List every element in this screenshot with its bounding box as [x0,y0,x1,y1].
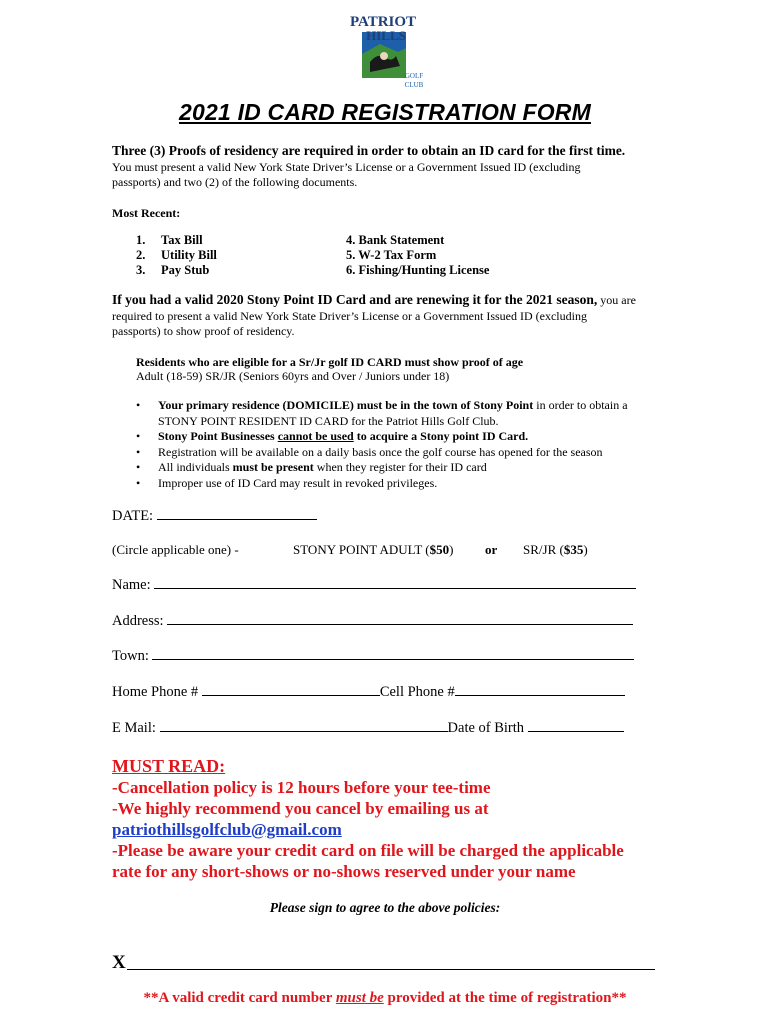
or-label: or [485,542,498,557]
home-phone-input-line[interactable] [202,694,380,696]
list-item: 3. Pay Stub [136,263,210,277]
svg-text:HILLS: HILLS [366,28,406,43]
email-link-wrap [112,819,342,840]
srjr-option[interactable]: SR/JR ($35) [523,542,588,557]
credit-card-note: **A valid credit card number must be provided at the time of registration** [143,990,627,1006]
charge-warning-line1: -Please be aware your credit card on file will be charged the applicable [112,841,624,860]
rules-list [136,398,666,491]
name-field: Name: [112,577,636,594]
address-field: Address: [112,613,633,630]
age-proof-heading: Residents who are eligible for a Sr/Jr golf ID CARD must show proof of age [136,355,524,369]
list-item: • Stony Point Businesses cannot be used to acquire a Stony point ID Card. [136,429,666,445]
cancel-recommendation: -We highly recommend you cancel by emailing us at [112,799,489,818]
form-title: 2021 ID CARD REGISTRATION FORM [179,99,591,125]
list-item: • Improper use of ID Card may result in revoked privileges. [136,476,666,492]
circle-label: (Circle applicable one) - [112,542,239,557]
town-input-line[interactable] [152,658,634,660]
documents-list-right [346,233,489,278]
must-read-heading: MUST READ: [112,756,226,776]
date-input-line[interactable] [157,518,317,520]
list-item: 2. Utility Bill [136,248,217,262]
most-recent-label: Most Recent: [112,206,181,220]
cell-phone-input-line[interactable] [455,694,625,696]
residency-proofs-heading: Three (3) Proofs of residency are required in order to obtain an ID card for the first time. [112,143,626,158]
email-dob-fields: E Mail: Date of Birth [112,720,624,737]
email-link[interactable]: patriothillsgolfclub@gmail.com [112,820,342,839]
date-field: DATE: [112,508,317,525]
intro-text-line1: You must present a valid New York State Driver’s License or a Government Issued ID (excluding [112,160,581,174]
patriot-hills-logo [340,10,426,92]
signature-x: X [112,952,126,973]
svg-text:CLUB: CLUB [404,81,424,89]
cancellation-policy: -Cancellation policy is 12 hours before your tee-time [112,778,491,797]
list-item: • All individuals must be present when they register for their ID card [136,460,666,476]
renewal-line2: required to present a valid New York State Driver’s License or a Government Issued ID (excluding [112,309,587,323]
phone-fields: Home Phone # Cell Phone # [112,684,625,701]
svg-text:GOLF: GOLF [404,72,424,80]
charge-warning-line2: rate for any short-shows or no-shows reserved under your name [112,862,576,881]
adult-option[interactable]: STONY POINT ADULT ($50) [293,542,454,557]
sign-prompt: Please sign to agree to the above policies: [269,900,501,915]
age-categories: Adult (18-59) SR/JR (Seniors 60yrs and Over / Juniors under 18) [136,369,450,383]
list-item: • Registration will be available on a daily basis once the golf course has opened for the season [136,445,666,461]
intro-text-line2: passports) and two (2) of the following documents. [112,175,358,189]
svg-text:PATRIOT: PATRIOT [349,14,417,30]
address-input-line[interactable] [167,623,633,625]
list-item: • Your primary residence (DOMICILE) must be in the town of Stony Point in order to obtain a STONY POINT RESIDENT ID CARD for the Patriot Hills Golf Club. [136,398,666,429]
documents-list-left [136,233,217,278]
list-item: 6. Fishing/Hunting License [346,263,490,277]
name-input-line[interactable] [154,587,636,589]
renewal-line3: passports) to show proof of residency. [112,324,295,338]
email-input-line[interactable] [160,730,448,732]
dob-input-line[interactable] [528,730,624,732]
list-item: 1. Tax Bill [136,233,203,247]
renewal-paragraph: If you had a valid 2020 Stony Point ID Card and are renewing it for the 2021 season, you are [112,292,636,307]
town-field: Town: [112,648,634,665]
list-item: 5. W-2 Tax Form [346,248,437,262]
list-item: 4. Bank Statement [346,233,445,247]
signature-line[interactable] [127,969,655,970]
